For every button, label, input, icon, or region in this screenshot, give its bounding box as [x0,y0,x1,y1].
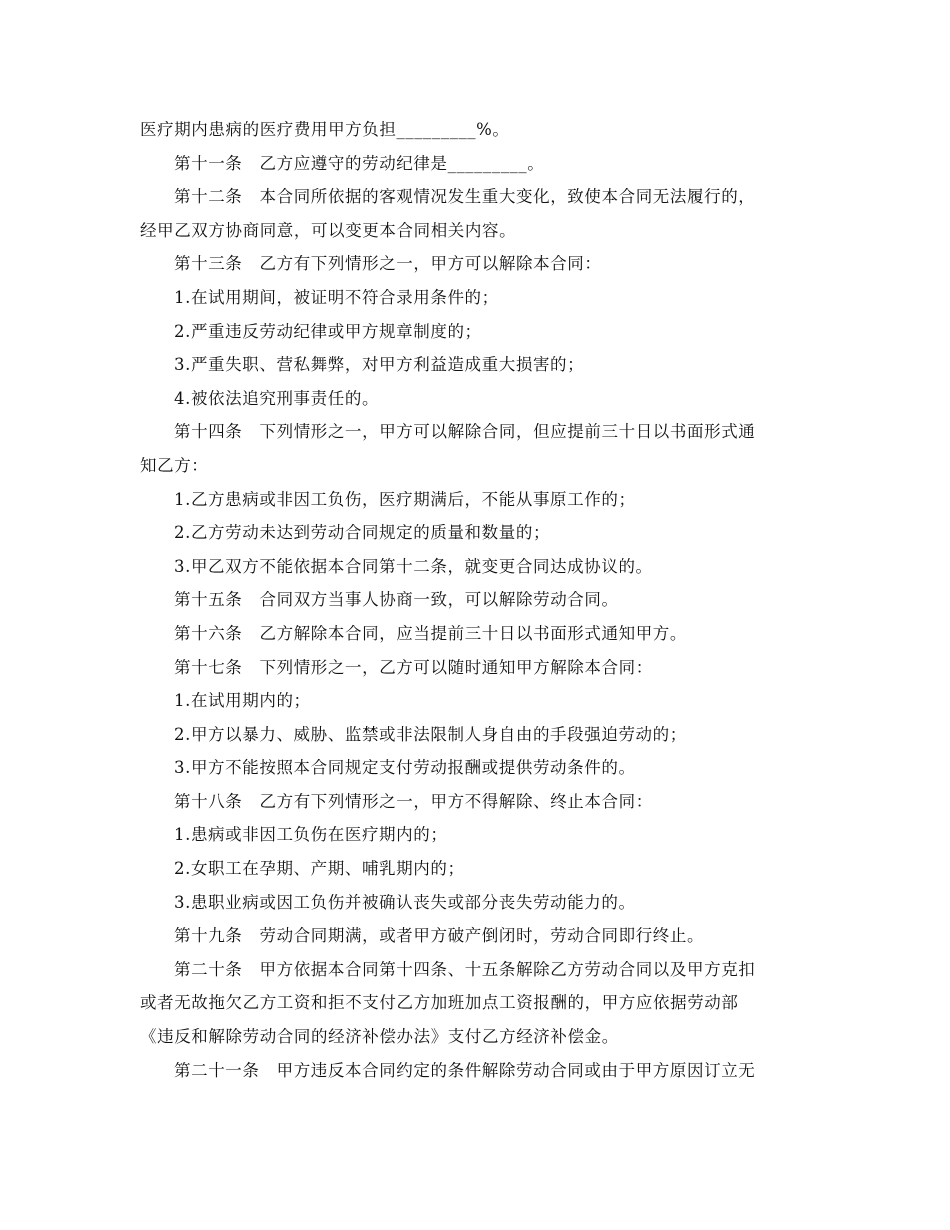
paragraph-line: 或者无故拖欠乙方工资和拒不支付乙方加班加点工资报酬的，甲方应依据劳动部 [140,993,739,1013]
paragraph-line: 第十五条 合同双方当事人协商一致，可以解除劳动合同。 [174,590,619,610]
paragraph-line: 3.甲乙双方不能依据本合同第十二条，就变更合同达成协议的。 [174,556,653,576]
paragraph-line: 第十八条 乙方有下列情形之一，甲方不得解除、终止本合同： [174,791,653,811]
paragraph-line: 3.甲方不能按照本合同规定支付劳动报酬或提供劳动条件的。 [174,758,636,778]
paragraph-line: 第二十一条 甲方违反本合同约定的条件解除劳动合同或由于甲方原因订立无 [174,1060,756,1080]
paragraph-line: 第十四条 下列情形之一，甲方可以解除合同，但应提前三十日以书面形式通 [174,422,756,442]
paragraph-line: 第十二条 本合同所依据的客观情况发生重大变化，致使本合同无法履行的， [174,187,756,207]
paragraph-line: 第十三条 乙方有下列情形之一，甲方可以解除本合同： [174,254,602,274]
contract-text-body [140,113,820,1087]
paragraph-line: 第十七条 下列情形之一，乙方可以随时通知甲方解除本合同： [174,657,653,677]
paragraph-line: 《违反和解除劳动合同的经济补偿办法》支付乙方经济补偿金。 [140,1027,619,1047]
paragraph-line: 第十六条 乙方解除本合同，应当提前三十日以书面形式通知甲方。 [174,623,687,643]
paragraph-line: 第十九条 劳动合同期满，或者甲方破产倒闭时，劳动合同即行终止。 [174,926,705,946]
paragraph-line: 知乙方： [140,455,209,475]
paragraph-line: 3.严重失职、营私舞弊，对甲方利益造成重大损害的； [174,355,585,375]
paragraph-line: 1.在试用期内的； [174,691,311,711]
paragraph-line: 2.女职工在孕期、产期、哺乳期内的； [174,859,465,879]
paragraph-line: 1.患病或非因工负伤在医疗期内的； [174,825,448,845]
paragraph-line: 3.患职业病或因工负伤并被确认丧失或部分丧失劳动能力的。 [174,892,636,912]
paragraph-line: 1.在试用期间，被证明不符合录用条件的； [174,287,499,307]
paragraph-line: 1.乙方患病或非因工负伤，医疗期满后，不能从事原工作的； [174,489,636,509]
paragraph-line: 4.被依法追究刑事责任的。 [174,388,380,408]
paragraph-line: 医疗期内患病的医疗费用甲方负担_________%。 [140,120,510,139]
paragraph-line: 第十一条 乙方应遵守的劳动纪律是_________。 [174,153,545,173]
paragraph-line: 2.严重违反劳动纪律或甲方规章制度的； [174,321,482,341]
paragraph-line: 经甲乙双方协商同意，可以变更本合同相关内容。 [140,220,517,240]
paragraph-line: 第二十条 甲方依据本合同第十四条、十五条解除乙方劳动合同以及甲方克扣 [174,959,756,979]
paragraph-line: 2.乙方劳动未达到劳动合同规定的质量和数量的； [174,523,551,543]
paragraph-line: 2.甲方以暴力、威胁、监禁或非法限制人身自由的手段强迫劳动的； [174,724,687,744]
